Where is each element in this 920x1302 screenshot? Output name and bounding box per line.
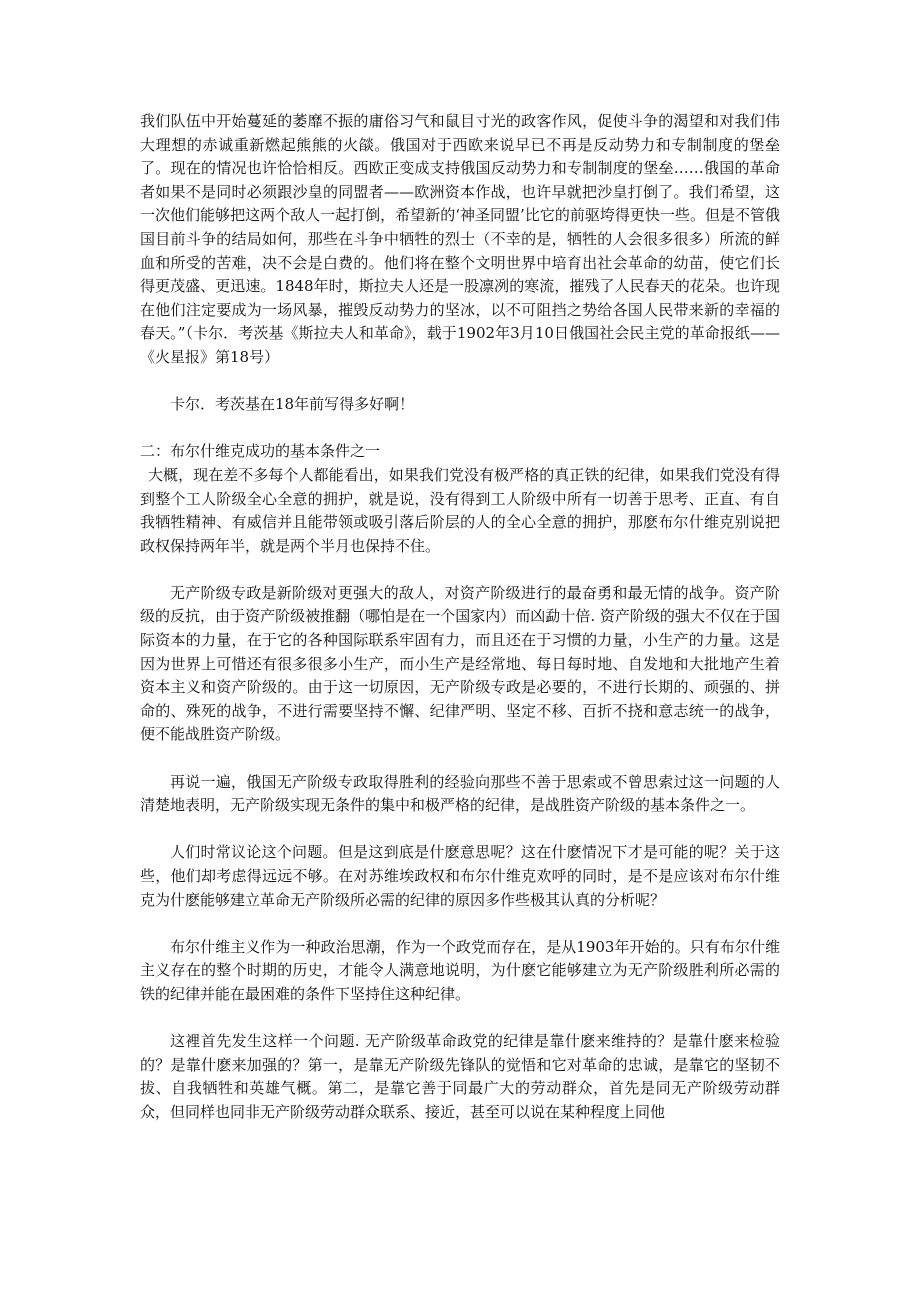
paragraph-gap [140,1007,780,1031]
body-paragraph-4: 人们时常议论这个问题。但是这到底是什麽意思呢？这在什麽情况下才是可能的呢？关于这些，他们却考虑得远远不够。在对苏维埃政权和布尔什维克欢呼的同时，是不是应该对布尔什维克为什麽能够建立革命无产阶级所必需的纪律的原因多作些极其认真的分析呢？ [140,843,780,909]
section-heading: 二：布尔什维克成功的基本条件之一 [140,442,381,461]
paragraph-gap [140,818,780,842]
paragraph-gap [140,558,780,582]
paragraph-gap [140,747,780,771]
body-paragraph-2: 无产阶级专政是新阶级对更强大的敌人，对资产阶级进行的最奋勇和最无情的战争。资产阶级的反抗，由于资产阶级被推翻（哪怕是在一个国家内）而凶勐十倍. 资产阶级的强大不仅在于国际资本的力量，在于它的各种国际联系牢固有力，而且还在于习惯的力量，小生产的力量。这是因为世界上可惜还有很多很多小生产，而小生产是经常地、每日每时地、自发地和大批地产生着资本主义和资产阶级的。由于这一切原因，无产阶级专政是必要的，不进行长期的、顽强的、拼命的、殊死的战争，不进行需要坚持不懈、纪律严明、坚定不移、百折不挠和意志统一的战争，便不能战胜资产阶级。 [140,583,780,744]
quote-paragraph: 我们队伍中开始蔓延的萎靡不振的庸俗习气和鼠目寸光的政客作风，促使斗争的渴望和对我们伟大理想的赤诚重新燃起熊熊的火燄。俄国对于西欧来说早已不再是反动势力和专制制度的堡垒了。现在的情况也许恰恰相反。西欧正变成支持俄国反动势力和专制制度的堡垒……俄国的革命者如果不是同时必须跟沙皇的同盟者——欧洲资本作战，也许早就把沙皇打倒了。我们希望，这一次他们能够把这两个敌人一起打倒，希望新的‘神圣同盟’比它的前驱垮得更快一些。但是不管俄国目前斗争的结局如何，那些在斗争中牺牲的烈士（不幸的是，牺牲的人会很多很多）所流的鲜血和所受的苦难，决不会是白费的。他们将在整个文明世界中培育出社会革命的幼苗，使它们长得更茂盛、更迅速。1848年时，斯拉夫人还是一股凛冽的寒流，摧残了人民春天的花朵。也许现在他们注定要成为一场风暴，摧毁反动势力的坚冰，以不可阻挡之势给各国人民带来新的幸福的春天。”（卡尔．考茨基《斯拉夫人和革命》，载于1902年3月10日俄国社会民主党的革命报纸——《火星报》第18号） [140,112,780,366]
body-paragraph-1: 大概，现在差不多每个人都能看出，如果我们党没有极严格的真正铁的纪律，如果我们党没有得到整个工人阶级全心全意的拥护，就是说，没有得到工人阶级中所有一切善于思考、正直、有自我牺牲精神、有威信并且能带领或吸引落后阶层的人的全心全意的拥护，那麽布尔什维克别说把政权保持两年半，就是两个半月也保持不住。 [140,465,780,555]
remark-paragraph: 卡尔．考茨基在18年前写得多好啊！ [170,395,415,414]
body-paragraph-6: 这裡首先发生这样一个问题. 无产阶级革命政党的纪律是靠什麽来维持的？是靠什麽来检验的？是靠什麽来加强的？第一，是靠无产阶级先锋队的觉悟和它对革命的忠诚，是靠它的坚韧不拔、自我牺牲和英雄气概。第二，是靠它善于同最广大的劳动群众，首先是同无产阶级劳动群众，但同样也同非无产阶级劳动群众联系、接近，甚至可以说在某种程度上同他 [140,1032,780,1121]
document-page [140,110,780,1125]
paragraph-gap [140,912,780,936]
paragraph-gap [140,370,780,394]
paragraph-gap [140,417,780,441]
body-paragraph-3: 再说一遍，俄国无产阶级专政取得胜利的经验向那些不善于思索或不曾思索过这一问题的人清楚地表明，无产阶级实现无条件的集中和极严格的纪律，是战胜资产阶级的基本条件之一。 [140,772,780,815]
body-paragraph-5: 布尔什维主义作为一种政治思潮，作为一个政党而存在，是从1903年开始的。只有布尔什维主义存在的整个时期的历史，才能令人满意地说明，为什麽它能够建立为无产阶级胜利所必需的铁的纪律并能在最困难的条件下坚持住这种纪律。 [140,937,780,1003]
